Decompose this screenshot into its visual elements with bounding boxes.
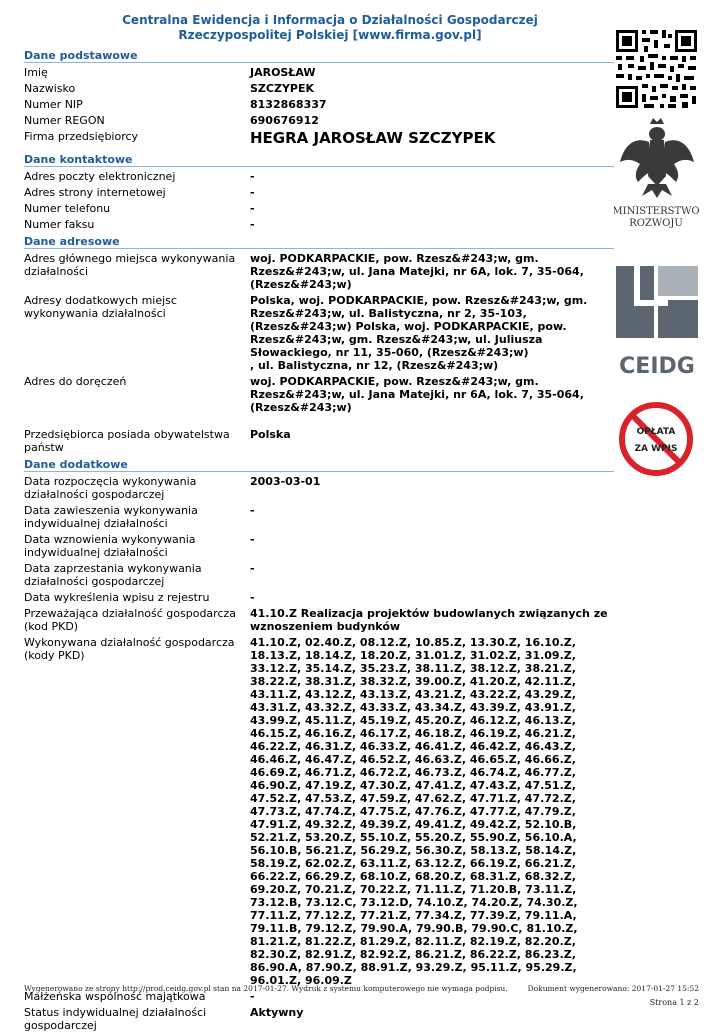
row-first-name: [24, 66, 614, 79]
sidebar-graphics: [614, 0, 724, 1024]
label: Nazwisko: [24, 82, 76, 95]
row-start-date: [24, 475, 614, 501]
sidebar: [614, 0, 724, 1024]
label: Numer REGON: [24, 114, 105, 127]
label: Numer faksu: [24, 218, 95, 231]
row-company: [24, 130, 614, 146]
label: Firma przedsiębiorcy: [24, 130, 139, 143]
value: woj. PODKARPACKIE, pow. Rzesz&#243;w, gm. Rzesz&#243;w, ul. Jana Matejki, nr 6A, lok. 7, 35-064, (Rzesz&#243;w): [250, 375, 584, 414]
value: -: [250, 170, 255, 183]
footer-source: Wygenerowano ze strony http://prod.ceidg.gov.pl stan na 2017-01-27. Wydruk z systemu komputerowego nie wymaga podpisu.: [24, 984, 508, 993]
label: Adres poczty elektronicznej: [24, 170, 176, 183]
qr-code: [614, 28, 698, 110]
row-stop-date: [24, 562, 614, 588]
label: Małżeńska wspólność majątkowa: [24, 990, 206, 1003]
section-contact: Dane kontaktowe: [24, 152, 614, 167]
no-fee-stamp-icon: [622, 405, 690, 473]
row-regon: [24, 114, 614, 127]
label: Adres do doręczeń: [24, 375, 127, 388]
value: Polska: [250, 428, 291, 441]
label: Data wykreślenia wpisu z rejestru: [24, 591, 210, 604]
label: Przedsiębiorca posiada obywatelstwa państw: [24, 428, 230, 454]
value: Polska, woj. PODKARPACKIE, pow. Rzesz&#243;w, gm. Rzesz&#243;w, ul. Balistyczna, nr 2, 35-103, (Rzesz&#243;w) Polska, woj. PODKARPACKIE, pow. Rzesz&#243;w, gm. Rzesz&#243;w, ul. Juliusza Słowackiego, nr 11, 35-060, (Rzesz&#243;w) , ul. Balistyczna, nr 12, (Rzesz&#243;w): [250, 294, 588, 372]
value: -: [250, 990, 255, 1003]
row-resume-date: [24, 533, 614, 559]
value: -: [250, 591, 255, 604]
value: woj. PODKARPACKIE, pow. Rzesz&#243;w, gm. Rzesz&#243;w, ul. Jana Matejki, nr 6A, lok. 7, 35-064, (Rzesz&#243;w): [250, 252, 584, 291]
page-number: Strona 1 z 2: [649, 998, 699, 1007]
label: Data zaprzestania wykonywania działalności gospodarczej: [24, 562, 202, 588]
value: SZCZYPEK: [250, 82, 315, 95]
row-main-address: [24, 252, 614, 291]
label: Przeważająca działalność gospodarcza (kod PKD): [24, 607, 237, 633]
label: Adres strony internetowej: [24, 186, 166, 199]
row-pkd-main: [24, 607, 614, 633]
label: Adresy dodatkowych miejsc wykonywania działalności: [24, 294, 177, 320]
eagle-emblem-icon: [620, 118, 694, 198]
value: 690676912: [250, 114, 319, 127]
value: -: [250, 562, 255, 575]
row-pkd-all: [24, 636, 614, 987]
section-additional: Dane dodatkowe: [24, 457, 614, 472]
ceidg-logo-icon: [616, 266, 698, 338]
value: -: [250, 218, 255, 231]
row-fax: [24, 218, 614, 231]
value: Aktywny: [250, 1006, 304, 1019]
label: Wykonywana działalność gospodarcza (kody PKD): [24, 636, 235, 662]
row-website: [24, 186, 614, 199]
label: Imię: [24, 66, 48, 79]
row-delivery-address: [24, 375, 614, 414]
ministry-line-2: ROZWOJU: [629, 218, 683, 229]
label: Data zawieszenia wykonywania indywidualnej działalności: [24, 504, 198, 530]
label: Numer telefonu: [24, 202, 111, 215]
stamp-line-1: OPŁATA: [636, 427, 676, 437]
value: -: [250, 533, 255, 546]
value: -: [250, 186, 255, 199]
row-nip: [24, 98, 614, 111]
footer-generated-at: Dokument wygenerowano: 2017-01-27 15:52: [527, 984, 699, 993]
value: JAROSŁAW: [250, 66, 316, 79]
row-phone: [24, 202, 614, 215]
value: 2003-03-01: [250, 475, 321, 488]
label: Numer NIP: [24, 98, 83, 111]
value: -: [250, 202, 255, 215]
company-name: HEGRA JAROSŁAW SZCZYPEK: [250, 129, 496, 147]
section-address: Dane adresowe: [24, 234, 614, 249]
main-content: [24, 48, 614, 1035]
value: 41.10.Z Realizacja projektów budowlanych związanych ze wznoszeniem budynków: [250, 607, 608, 633]
label: Status indywidualnej działalności gospodarczej: [24, 1006, 207, 1032]
label: Data wznowienia wykonywania indywidualnej działalności: [24, 533, 196, 559]
label: Data rozpoczęcia wykonywania działalności gospodarczej: [24, 475, 197, 501]
stamp-line-2: ZA WPIS: [634, 444, 678, 454]
document-title: [0, 13, 660, 43]
row-email: [24, 170, 614, 183]
row-status: [24, 1006, 614, 1032]
row-suspend-date: [24, 504, 614, 530]
section-basic: Dane podstawowe: [24, 48, 614, 63]
value: -: [250, 504, 255, 517]
label: Adres głównego miejsca wykonywania działalności: [24, 252, 236, 278]
ministry-line-1: MINISTERSTWO: [614, 206, 700, 217]
row-citizenship: [24, 428, 614, 454]
row-extra-addresses: [24, 294, 614, 372]
ceidg-text: CEIDG: [619, 354, 695, 379]
title-line-2: Rzeczypospolitej Polskiej [www.firma.gov.pl]: [178, 28, 482, 42]
row-surname: [24, 82, 614, 95]
title-line-1: Centralna Ewidencja i Informacja o Działalności Gospodarczej: [122, 13, 538, 27]
pkd-codes: 41.10.Z, 02.40.Z, 08.12.Z, 10.85.Z, 13.30.Z, 16.10.Z, 18.13.Z, 18.14.Z, 18.20.Z, 31.01.Z, 31.02.Z, 31.09.Z, 33.12.Z, 35.14.Z, 35.23.Z, 38.11.Z, 38.12.Z, 38.21.Z, 38.22.Z, 38.31.Z, 38.32.Z, 39.00.Z, 41.20.Z, 42.11.Z, 43.11.Z, 43.12.Z, 43.13.Z, 43.21.Z, 43.22.Z, 43.29.Z, 43.31.Z, 43.32.Z, 43.33.Z, 43.34.Z, 43.39.Z, 43.91.Z, 43.99.Z, 45.11.Z, 45.19.Z, 45.20.Z, 46.12.Z, 46.13.Z, 46.15.Z, 46.16.Z, 46.17.Z, 46.18.Z, 46.19.Z, 46.21.Z, 46.22.Z, 46.31.Z, 46.33.Z, 46.41.Z, 46.42.Z, 46.43.Z, 46.46.Z, 46.47.Z, 46.52.Z, 46.63.Z, 46.65.Z, 46.66.Z, 46.69.Z, 46.71.Z, 46.72.Z, 46.73.Z, 46.74.Z, 46.77.Z, 46.90.Z, 47.19.Z, 47.30.Z, 47.41.Z, 47.43.Z, 47.51.Z, 47.52.Z, 47.53.Z, 47.59.Z, 47.62.Z, 47.71.Z, 47.72.Z, 47.73.Z, 47.74.Z, 47.75.Z, 47.76.Z, 47.77.Z, 47.79.Z, 47.91.Z, 49.32.Z, 49.39.Z, 49.41.Z, 49.42.Z, 52.10.B, 52.21.Z, 53.20.Z, 55.10.Z, 55.20.Z, 55.90.Z, 56.10.A, 56.10.B, 56.21.Z, 56.29.Z, 56.30.Z, 58.13.Z, 58.14.Z, 58.19.Z, 62.02.Z, 63.11.Z, 63.12.Z, 66.19.Z, 66.21.Z, 66.22.Z, 66.29.Z, 68.10.Z, 68.20.Z, 68.31.Z, 68.32.Z, 69.20.Z, 70.21.Z, 70.22.Z, 71.11.Z, 71.20.B, 73.11.Z, 73.12.B, 73.12.C, 73.12.D, 74.10.Z, 74.20.Z, 74.30.Z, 77.11.Z, 77.12.Z, 77.21.Z, 77.34.Z, 77.39.Z, 79.11.A, 79.11.B, 79.12.Z, 79.90.A, 79.90.B, 79.90.C, 81.10.Z, 81.21.Z, 81.22.Z, 81.29.Z, 82.11.Z, 82.19.Z, 82.20.Z, 82.30.Z, 82.91.Z, 82.92.Z, 86.21.Z, 86.22.Z, 86.23.Z, 86.90.A, 87.90.Z, 88.91.Z, 93.29.Z, 95.11.Z, 95.29.Z, 96.01.Z, 96.09.Z: [250, 636, 578, 987]
value: 8132868337: [250, 98, 327, 111]
row-delete-date: [24, 591, 614, 604]
